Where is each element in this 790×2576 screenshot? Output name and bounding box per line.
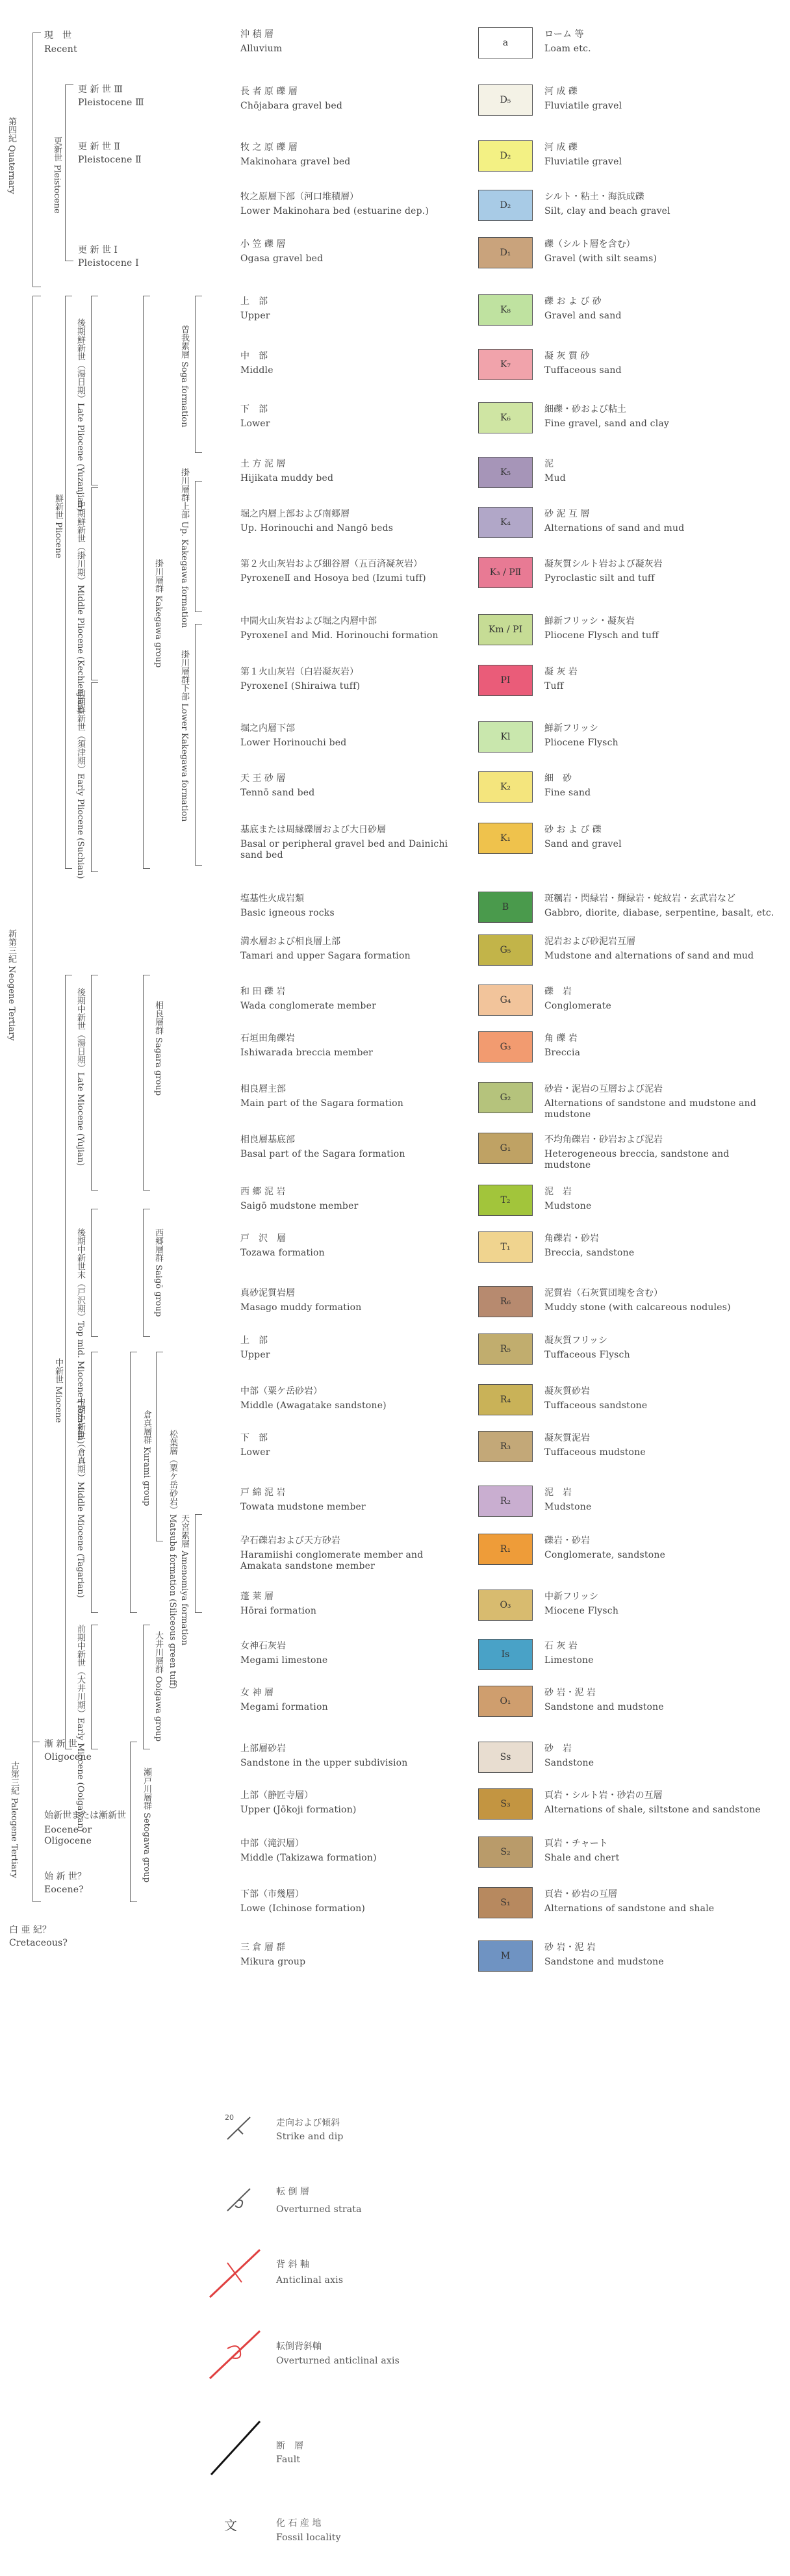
age-p3-jp: 更 新 世 Ⅲ [78,84,123,95]
unit-name-en: Alluvium [240,44,283,54]
age-cretaceous-en: Cretaceous? [9,1938,68,1948]
strike-dip-jp: 走向および傾斜 [276,2118,340,2128]
lithology-en: Tuffaceous sand [544,365,622,376]
unit-name-en: Basal part of the Sagara formation [240,1149,405,1159]
unit-name-jp: 西 郷 泥 岩 [240,1187,286,1197]
unit-code: T₂ [500,1195,511,1205]
age-p1-jp: 更 新 世 Ⅰ [78,245,118,255]
lithology-jp: 鮮新フリッシ・凝灰岩 [544,616,635,626]
unit-code: D₂ [500,200,511,211]
fault-symbol [211,2421,260,2475]
unit-code: Is [501,1649,510,1660]
overturned-anticline-jp: 転倒背斜軸 [276,2341,322,2352]
lithology-jp: 砂 岩 [544,1744,572,1754]
unit-code: K₅ [500,467,511,478]
age-eocene-jp: 始 新 世？ [44,1872,86,1882]
lithology-jp: 頁岩・チャート [544,1838,608,1849]
lithology-en: Mudstone [544,1201,592,1211]
lithology-en: Fine sand [544,788,591,798]
unit-name-jp: 女 神 層 [240,1688,274,1698]
unit-code: M [500,1951,511,1961]
lithology-jp: 泥 岩 [544,1187,572,1197]
unit-name-en: Haramiishi conglomerate member and Amakata sandstone member [240,1550,424,1571]
lithology-en: Alternations of sandstone and shale [544,1903,715,1914]
unit-name-en: PyroxeneⅠ and Mid. Horinouchi formation [240,630,439,641]
vlabel-late-miocene: 後期中新世（湯日期）Late Miocene (Yujian) [75,988,85,1166]
lithology-en: Sandstone and mudstone [544,1957,664,1967]
unit-code: a [502,38,509,48]
unit-code: Ss [500,1752,511,1762]
unit-name-en: Up. Horinouchi and Nangō beds [240,523,394,534]
lithology-jp: 中新フリッシ [544,1591,598,1602]
strike-dip-en: Strike and dip [276,2132,344,2142]
unit-name-en: Tennō sand bed [240,788,315,798]
fossil-locality-icon: 文 [224,2518,237,2533]
vlabel-soga: 曽我累層 Soga formation [179,325,189,428]
unit-name-en: Main part of the Sagara formation [240,1098,403,1109]
vlabel-pleistocene: 更新世 Pleistocene [52,136,62,214]
unit-name-jp: 戸 沢 層 [240,1233,286,1244]
lithology-jp: 河 成 礫 [544,142,578,153]
lithology-en: Heterogeneous breccia, sandstone and mudstone [544,1149,730,1170]
lithology-en: Loam etc. [544,44,591,54]
lithology-en: Sandstone [544,1758,594,1768]
unit-name-en: Middle (Takizawa formation) [240,1853,377,1863]
unit-name-jp: 土 方 泥 層 [240,459,286,469]
unit-name-jp: 女神石灰岩 [240,1641,286,1651]
unit-code: B [502,902,509,912]
unit-name-jp: 満水層および相良層上部 [240,936,340,947]
lithology-jp: 石 灰 岩 [544,1641,578,1651]
unit-code: K₆ [500,413,511,423]
lithology-en: Tuff [544,681,564,691]
unit-name-jp: 小 笠 礫 層 [240,239,286,250]
unit-name-jp: 蓬 莱 層 [240,1591,274,1602]
unit-code: K₂ [500,782,511,792]
strike-dip-number: 20 [225,2113,234,2122]
lithology-en: Silt, clay and beach gravel [544,206,670,216]
vlabel-lo-kakegawa: 掛川層群下部 Lower Kakegawa formation [179,650,189,822]
lithology-en: Sand and gravel [544,839,622,849]
unit-name-jp: 真砂泥質岩層 [240,1288,295,1298]
lithology-en: Pliocene Flysch and tuff [544,630,659,641]
lithology-jp: 泥 岩 [544,1488,572,1498]
fault-en: Fault [276,2454,301,2465]
unit-name-jp: 沖 積 層 [240,29,274,40]
lithology-en: Fine gravel, sand and clay [544,419,670,429]
lithology-en: Alternations of sand and mud [544,523,685,534]
lithology-en: Pliocene Flysch [544,738,618,748]
unit-name-jp: 戸 綿 泥 岩 [240,1488,286,1498]
unit-name-jp: 上 部 [240,296,268,307]
lithology-jp: 頁岩・シルト岩・砂岩の互層 [544,1790,663,1801]
unit-name-en: Basal or peripheral gravel bed and Dainichi sand bed [240,839,448,860]
unit-code: K₃ / PⅡ [489,567,522,578]
unit-name-en: Tamari and upper Sagara formation [240,951,411,961]
lithology-jp: 凝 灰 岩 [544,667,578,677]
lithology-jp: ローム 等 [544,29,584,40]
lithology-jp: 凝 灰 質 砂 [544,351,590,361]
unit-name-en: Lower [240,1447,270,1458]
unit-code: R₁ [500,1544,511,1554]
age-oligocene-en: Oligocene [44,1752,92,1762]
lithology-en: Alternations of sandstone and mudstone and mudstone [544,1098,757,1120]
unit-name-en: Lower Horinouchi bed [240,738,347,748]
unit-name-jp: 相良層基底部 [240,1135,295,1145]
unit-code: S₃ [500,1799,511,1809]
unit-code: G₂ [500,1092,511,1103]
lithology-jp: 砂 お よ び 礫 [544,825,602,835]
lithology-jp: 角礫岩・砂岩 [544,1233,599,1244]
lithology-en: Conglomerate, sandstone [544,1550,666,1560]
anticlinal-axis-en: Anticlinal axis [276,2275,344,2286]
lithology-en: Fluviatile gravel [544,101,622,111]
unit-code: S₂ [500,1847,511,1857]
unit-name-jp: 相良層主部 [240,1084,286,1094]
unit-name-jp: 堀之内層下部 [240,723,295,734]
unit-code: K₁ [500,833,511,844]
vlabel-mid-miocene: 中期中新世（倉真期）Middle Miocene (Tagarian) [75,1397,85,1598]
lithology-en: Miocene Flysch [544,1606,619,1616]
lithology-jp: 角 礫 岩 [544,1033,578,1044]
unit-name-en: Wada conglomerate member [240,1001,376,1011]
unit-name-jp: 牧 之 原 礫 層 [240,142,298,153]
unit-name-en: Masago muddy formation [240,1302,362,1313]
unit-name-jp: 上部（静匠寺層） [240,1790,313,1801]
vlabel-early-miocene: 前期中新世（大井川期）Early Miocene (Ooigawan) [75,1625,85,1832]
lithology-en: Tuffaceous mudstone [544,1447,646,1458]
unit-name-jp: 中間火山灰岩および堀之内層中部 [240,616,377,626]
lithology-jp: 砂 岩・泥 岩 [544,1942,596,1953]
overturned-anticline-symbol [210,2331,260,2378]
age-eo-ol-jp: 始新世または漸新世 [44,1810,126,1821]
strike-dip-symbol [225,2113,250,2139]
unit-name-en: Megami limestone [240,1655,328,1666]
vlabel-pliocene: 鮮新世 Pliocene [53,494,63,559]
vlabel-neogene: 新第三紀 Neogene Tertiary [6,929,16,1041]
vlabel-kakegawa-group: 掛川層群 Kakegawa group [153,559,163,668]
unit-code: D₅ [500,95,511,105]
lithology-en: Gravel (with silt seams) [544,253,657,264]
lithology-jp: 凝灰質砂岩 [544,1386,590,1397]
unit-name-en: Upper [240,1350,270,1360]
unit-name-jp: 基底または周縁礫層および大日砂層 [240,825,386,835]
unit-name-jp: 天 王 砂 層 [240,773,286,784]
lithology-jp: 細礫・砂および粘土 [544,404,626,415]
fossil-locality-jp: 化 石 産 地 [276,2518,322,2529]
unit-code: G₅ [500,945,511,955]
lithology-jp: 頁岩・砂岩の互層 [544,1889,617,1900]
lithology-jp: 礫 お よ び 砂 [544,296,602,307]
lithology-en: Gabbro, diorite, diabase, serpentine, basalt, etc. [544,908,774,918]
lithology-en: Muddy stone (with calcareous nodules) [544,1302,731,1313]
unit-name-jp: 第２火山灰岩および細谷層（五百済凝灰岩） [240,559,422,569]
unit-name-jp: 下 部 [240,1433,268,1443]
age-p1-en: Pleistocene Ⅰ [78,258,139,268]
unit-name-jp: 牧之原層下部（河口堆積層） [240,192,359,202]
vlabel-matsuba: 松葉層（粟ケ岳砂岩）Matsuba formation (Siliceous green tuff) [168,1430,177,1689]
age-eocene-en: Eocene? [44,1885,84,1895]
lithology-en: Gravel and sand [544,311,622,321]
unit-name-en: Middle [240,365,274,376]
unit-code: T₁ [500,1242,511,1252]
unit-name-jp: 中 部 [240,351,268,361]
unit-name-en: PyroxeneⅡ and Hosoya bed (Izumi tuff) [240,573,426,584]
lithology-jp: 礫岩・砂岩 [544,1536,590,1546]
unit-name-en: Sandstone in the upper subdivision [240,1758,408,1768]
unit-name-jp: 上 部 [240,1335,268,1346]
lithology-jp: 礫（シルト層を含む） [544,239,635,250]
unit-name-en: Makinohara gravel bed [240,157,351,167]
vlabel-amenomiya: 天宮累層 Amenomiya formation [179,1514,189,1645]
unit-name-en: Tozawa formation [240,1248,325,1258]
age-p3-en: Pleistocene Ⅲ [78,97,144,108]
unit-code: PI [500,675,511,686]
unit-name-jp: 中部（粟ケ岳砂岩） [240,1386,322,1397]
unit-code: R₄ [500,1395,511,1405]
unit-name-en: Hijikata muddy bed [240,473,334,483]
unit-name-jp: 和 田 礫 岩 [240,986,286,997]
lithology-jp: シルト・粘土・海浜成礫 [544,192,644,202]
vlabel-sagara-group: 相良層群 Sagara group [153,1001,163,1096]
unit-code: K₈ [500,305,511,315]
unit-name-en: Ishiwarada breccia member [240,1048,374,1058]
unit-code: O₁ [500,1696,511,1707]
lithology-jp: 凝灰質フリッシ [544,1335,607,1346]
lithology-jp: 泥岩および砂泥岩互層 [544,936,635,947]
fault-jp: 断 層 [276,2441,303,2451]
unit-name-jp: 孕石礫岩および天方砂岩 [240,1536,340,1546]
lithology-jp: 泥質岩（石灰質団塊を含む） [544,1288,663,1298]
vlabel-paleogene: 古第三紀 Paleogene Tertiary [9,1761,19,1879]
unit-name-en: Lower [240,419,270,429]
age-p2-en: Pleistocene Ⅱ [78,155,142,165]
unit-code: G₄ [500,995,511,1005]
age-cretaceous-jp: 白 亜 紀？ [9,1925,51,1935]
unit-code: G₃ [500,1042,511,1052]
unit-code: Km / PI [488,625,523,635]
unit-name-en: Hōrai formation [240,1606,317,1616]
lithology-en: Breccia [544,1048,581,1058]
unit-code: D₁ [500,248,511,258]
unit-name-en: Megami formation [240,1702,328,1712]
unit-name-en: Lowe (Ichinose formation) [240,1903,366,1914]
vlabel-setogawa-group: 瀬戸川層群 Setogawa group [142,1768,151,1883]
vlabel-up-kakegawa: 掛川層群上部 Up. Kakegawa formation [179,468,189,628]
age-recent-en: Recent [44,44,77,55]
unit-code: R₃ [500,1441,511,1452]
unit-name-en: Upper [240,311,270,321]
lithology-en: Fluviatile gravel [544,157,622,167]
unit-name-en: Middle (Awagatake sandstone) [240,1400,387,1411]
unit-name-jp: 堀之内層上部および南郷層 [240,509,350,519]
fossil-locality-en: Fossil locality [276,2532,341,2543]
unit-name-jp: 中部（滝沢層） [240,1838,304,1849]
vlabel-ooigawa-group: 大井川層群 Ooigawa group [153,1631,163,1742]
vlabel-early-pliocene: 前期鮮新世（須津期）Early Pliocene (Suchian) [75,689,85,879]
unit-name-en: Mikura group [240,1957,306,1967]
vlabel-kurami-group: 倉真層群 Kurami group [142,1410,151,1506]
unit-code: G₁ [500,1143,511,1153]
overturned-strata-en: Overturned strata [276,2204,362,2215]
unit-name-jp: 塩基性火成岩類 [240,894,304,904]
unit-code: K₄ [500,517,511,528]
unit-name-jp: 下部（市幾層） [240,1889,304,1900]
age-oligocene-jp: 漸 新 世 [44,1739,77,1749]
unit-name-jp: 三 倉 層 群 [240,1942,286,1953]
unit-name-en: Saigō mudstone member [240,1201,359,1211]
unit-name-jp: 第１火山灰岩（白岩凝灰岩） [240,667,359,677]
age-recent-jp: 現 世 [44,31,71,41]
overturned-strata-symbol [227,2189,250,2211]
age-eo-ol-en: Eocene or Oligocene [44,1825,92,1846]
unit-name-en: Towata mudstone member [240,1502,366,1512]
unit-name-jp: 石垣田角礫岩 [240,1033,295,1044]
unit-code: R₅ [500,1344,511,1354]
unit-name-en: Upper (Jōkoji formation) [240,1805,357,1815]
unit-name-en: Ogasa gravel bed [240,253,324,264]
lithology-en: Mudstone [544,1502,592,1512]
lithology-en: Breccia, sandstone [544,1248,635,1258]
lithology-jp: 鮮新フリッシ [544,723,598,734]
lithology-jp: 礫 岩 [544,986,572,997]
lithology-en: Mud [544,473,566,483]
lithology-en: Sandstone and mudstone [544,1702,664,1712]
lithology-jp: 河 成 礫 [544,86,578,97]
anticlinal-axis-jp: 背 斜 軸 [276,2260,309,2270]
vlabel-miocene: 中新世 Miocene [53,1358,63,1423]
lithology-jp: 不均角礫岩・砂岩および泥岩 [544,1135,663,1145]
vlabel-late-pliocene: 後期鮮新世（湯日期）Late Pliocene (Yuzanjian) [75,318,85,511]
lithology-jp: 砂 泥 互 層 [544,509,590,519]
overturned-anticline-en: Overturned anticlinal axis [276,2356,400,2366]
lithology-jp: 泥 [544,459,554,469]
unit-name-jp: 長 者 原 礫 層 [240,86,298,97]
lithology-en: Pyroclastic silt and tuff [544,573,655,584]
lithology-jp: 細 砂 [544,773,572,784]
lithology-en: Shale and chert [544,1853,620,1863]
unit-code: R₂ [500,1496,511,1506]
lithology-en: Conglomerate [544,1001,611,1011]
unit-name-en: Lower Makinohara bed (estuarine dep.) [240,206,429,216]
lithology-jp: 凝灰質シルト岩および凝灰岩 [544,559,663,569]
age-p2-jp: 更 新 世 Ⅱ [78,142,120,152]
unit-name-en: Chōjabara gravel bed [240,101,342,111]
overturned-strata-jp: 転 倒 層 [276,2187,309,2197]
vlabel-saigo-group: 西郷層群 Saigō group [153,1228,163,1317]
unit-name-jp: 下 部 [240,404,268,415]
lithology-en: Tuffaceous Flysch [544,1350,630,1360]
lithology-en: Limestone [544,1655,594,1666]
lithology-en: Mudstone and alternations of sand and mud [544,951,754,961]
unit-name-jp: 上部層砂岩 [240,1744,286,1754]
lithology-jp: 斑糲岩・閃緑岩・輝緑岩・蛇紋岩・玄武岩など [544,894,735,904]
vlabel-mid-pliocene: 中期鮮新世（掛川期）Middle Pliocene (Kechienjian) [75,500,85,714]
unit-code: D₂ [500,151,511,161]
lithology-jp: 凝灰質泥岩 [544,1433,590,1443]
lithology-en: Tuffaceous sandstone [544,1400,648,1411]
unit-code: Kl [500,732,511,742]
vlabel-quaternary: 第四紀 Quaternary [6,117,16,194]
lithology-en: Alternations of shale, siltstone and sandstone [544,1805,761,1815]
unit-code: O₃ [500,1600,511,1610]
unit-name-en: Basic igneous rocks [240,908,335,918]
lithology-jp: 砂 岩・泥 岩 [544,1688,596,1698]
vlabel-top-mid-miocene: 後期中新世末（戸沢期）Top mid. Miocene (Tozawan) [75,1228,85,1444]
unit-code: S₁ [500,1898,511,1908]
lithology-jp: 砂岩・泥岩の互層および泥岩 [544,1084,663,1094]
anticlinal-axis-symbol [210,2250,260,2297]
unit-code: R₆ [500,1296,511,1307]
unit-code: K₇ [500,359,511,370]
unit-name-en: PyroxeneⅠ (Shiraiwa tuff) [240,681,361,691]
